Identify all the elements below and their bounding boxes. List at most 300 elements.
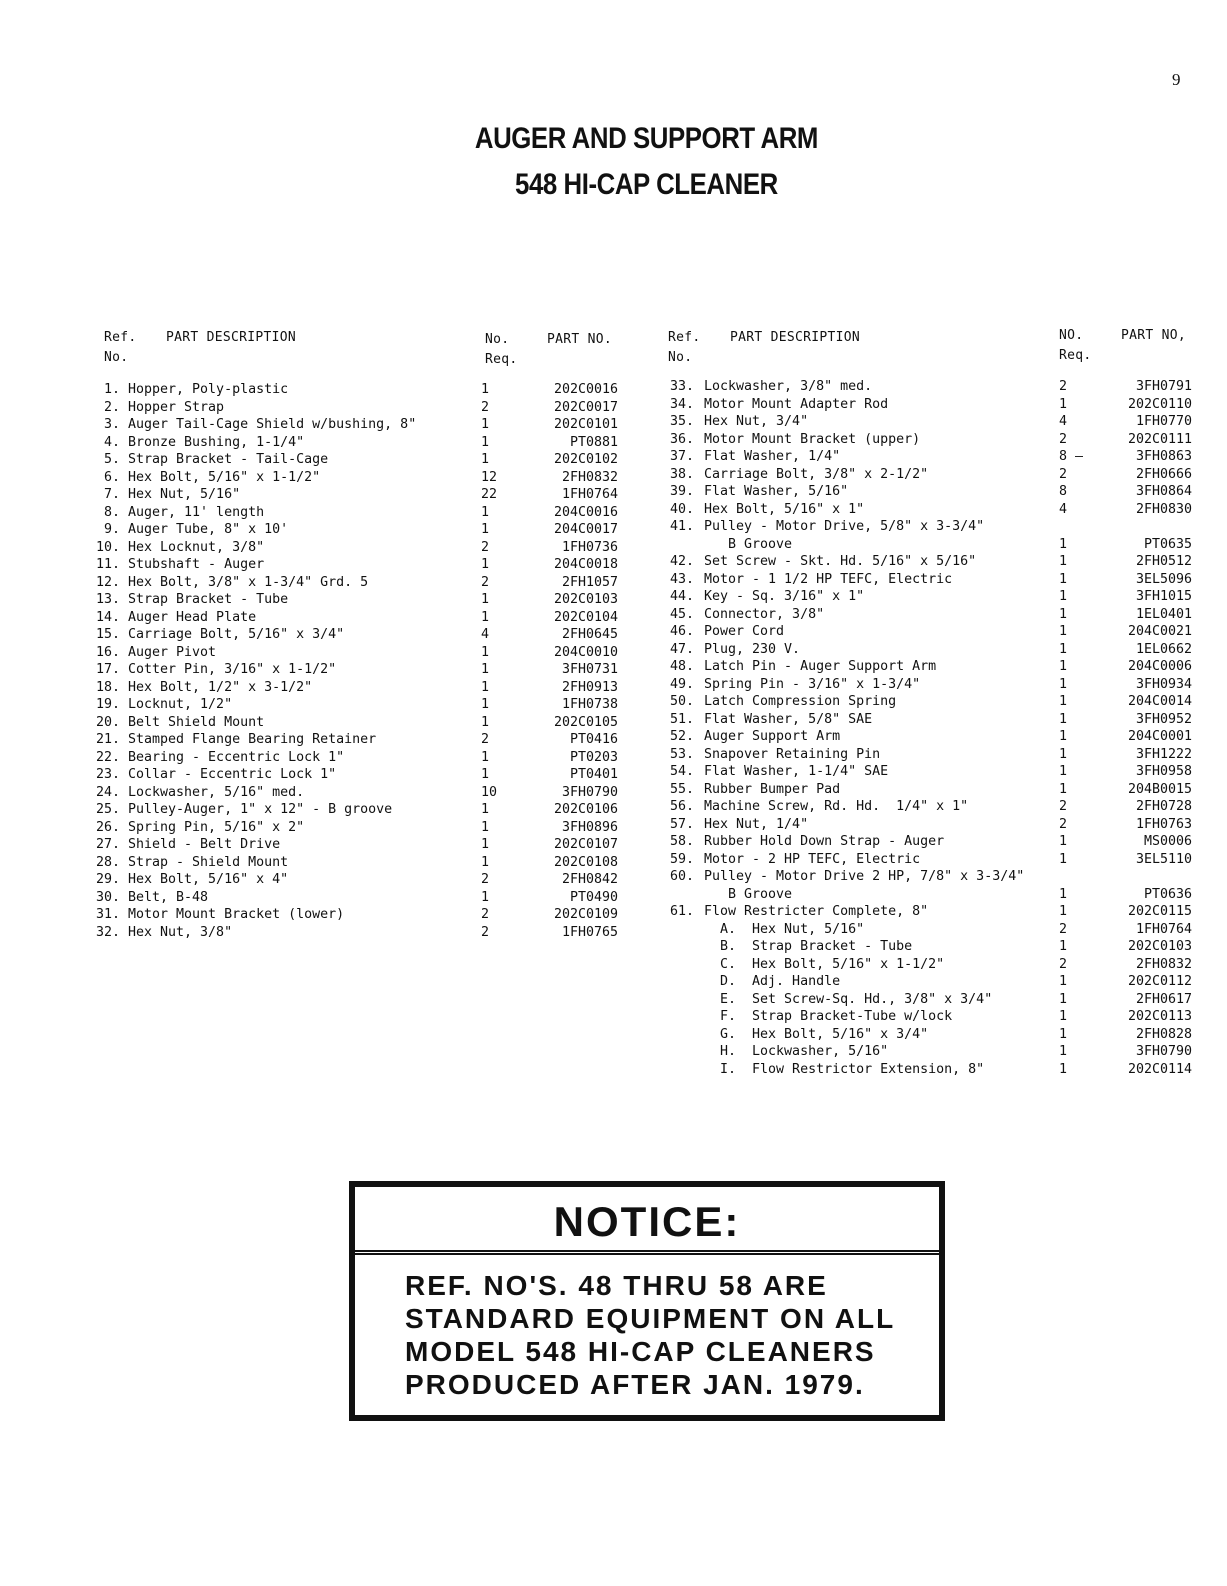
part-number: MS0006 bbox=[1143, 834, 1192, 849]
quantity-required: 2 bbox=[1059, 956, 1068, 972]
part-number: PT0636 bbox=[1143, 886, 1192, 902]
part-description: Rubber Hold Down Strap - Auger bbox=[704, 834, 945, 849]
table-row bbox=[88, 626, 648, 644]
table-row bbox=[664, 378, 1204, 396]
quantity-required: 1 bbox=[1059, 834, 1068, 849]
table-row bbox=[88, 766, 648, 784]
table-row bbox=[88, 644, 648, 662]
part-number: 3FH0958 bbox=[1135, 764, 1192, 779]
part-number: 2FH1057 bbox=[561, 574, 618, 590]
notice-line: REF. NO'S. 48 THRU 58 ARE bbox=[405, 1270, 828, 1301]
left-parts-list bbox=[88, 381, 648, 941]
notice-body bbox=[405, 1269, 925, 1401]
part-description: Cotter Pin, 3/16" x 1-1/2" bbox=[128, 662, 337, 677]
part-number: 202C0111 bbox=[1127, 431, 1192, 447]
quantity-required: 1 bbox=[481, 592, 490, 607]
table-row bbox=[664, 991, 1204, 1009]
table-row bbox=[664, 413, 1204, 431]
part-description: Strap Bracket - Tail-Cage bbox=[128, 452, 329, 467]
notice-line: STANDARD EQUIPMENT ON ALL bbox=[405, 1303, 896, 1334]
part-description: Plug, 230 V. bbox=[704, 641, 801, 657]
part-description: Hex Nut, 3/4" bbox=[704, 414, 809, 429]
table-row bbox=[88, 679, 648, 697]
table-row bbox=[664, 448, 1204, 466]
part-number: 204C0021 bbox=[1127, 624, 1192, 639]
table-row bbox=[88, 696, 648, 714]
quantity-required: 2 bbox=[1059, 921, 1068, 937]
table-row bbox=[88, 749, 648, 767]
part-number: 204B0015 bbox=[1127, 781, 1192, 797]
notice-line: MODEL 548 HI-CAP CLEANERS bbox=[405, 1336, 876, 1367]
right-header-req-no-label: NO. bbox=[1059, 328, 1084, 343]
table-row bbox=[88, 801, 648, 819]
part-description: Bronze Bushing, 1-1/4" bbox=[128, 434, 305, 450]
part-description: D. Adj. Handle bbox=[704, 974, 841, 989]
part-description: Auger Pivot bbox=[128, 644, 217, 660]
quantity-required: 2 bbox=[1059, 466, 1068, 482]
part-number: 3EL5110 bbox=[1135, 851, 1192, 867]
left-header-req-label: Req. bbox=[485, 352, 518, 367]
table-row bbox=[88, 574, 648, 592]
left-header-ref-label: Ref. bbox=[104, 330, 137, 345]
table-row bbox=[88, 486, 648, 504]
quantity-required: 1 bbox=[481, 749, 490, 765]
quantity-required: 1 bbox=[1059, 781, 1068, 797]
part-description: Hex Nut, 5/16" bbox=[128, 487, 241, 502]
quantity-required: 2 bbox=[481, 872, 490, 887]
table-row bbox=[664, 553, 1204, 571]
table-row bbox=[88, 661, 648, 679]
part-description: Motor Mount Adapter Rod bbox=[704, 396, 889, 412]
ref-number: 59. bbox=[669, 851, 694, 867]
quantity-required: 1 bbox=[1059, 606, 1068, 622]
part-description: Flat Washer, 1/4" bbox=[704, 449, 841, 464]
ref-number: 34. bbox=[669, 396, 694, 412]
part-number: 3FH0896 bbox=[561, 819, 618, 835]
part-number: 3FH0934 bbox=[1135, 676, 1192, 692]
quantity-required: 2 bbox=[481, 907, 490, 922]
ref-number: 43. bbox=[669, 571, 694, 587]
part-number: 2FH0617 bbox=[1135, 991, 1192, 1007]
table-row bbox=[664, 1008, 1204, 1026]
quantity-required: 1 bbox=[1059, 1044, 1068, 1059]
part-description: Lockwasher, 5/16" med. bbox=[128, 784, 305, 800]
quantity-required: 4 bbox=[481, 627, 490, 642]
table-row bbox=[664, 728, 1204, 746]
table-row bbox=[664, 781, 1204, 799]
part-number: 2FH0645 bbox=[561, 627, 618, 642]
table-row bbox=[88, 906, 648, 924]
ref-number: 13. bbox=[95, 592, 120, 607]
part-number: PT0416 bbox=[569, 732, 618, 747]
part-description: Auger Tail-Cage Shield w/bushing, 8" bbox=[128, 417, 417, 432]
ref-number: 42. bbox=[669, 554, 694, 569]
part-description: Bearing - Eccentric Lock 1" bbox=[128, 749, 345, 765]
ref-number: 15. bbox=[95, 627, 120, 642]
quantity-required: 1 bbox=[1059, 694, 1068, 709]
table-row bbox=[664, 868, 1204, 886]
ref-number: 52. bbox=[669, 729, 694, 744]
ref-number: 39. bbox=[669, 484, 694, 499]
ref-number: 55. bbox=[669, 781, 694, 797]
quantity-required: 1 bbox=[1059, 659, 1068, 674]
table-row bbox=[664, 501, 1204, 519]
table-row bbox=[88, 521, 648, 539]
page-number: 9 bbox=[1172, 70, 1181, 89]
part-number: 3FH0731 bbox=[561, 662, 618, 677]
part-number: 3FH0791 bbox=[1135, 379, 1192, 394]
table-row bbox=[664, 886, 1204, 904]
left-header-no-label: No. bbox=[104, 350, 129, 365]
part-description: Carriage Bolt, 3/8" x 2-1/2" bbox=[704, 466, 929, 482]
part-description: Stubshaft - Auger bbox=[128, 557, 265, 572]
table-row bbox=[664, 1061, 1204, 1079]
table-row bbox=[664, 1026, 1204, 1044]
quantity-required: 2 bbox=[481, 399, 490, 415]
table-row bbox=[664, 763, 1204, 781]
quantity-required: 1 bbox=[481, 889, 490, 905]
quantity-required: 1 bbox=[481, 679, 490, 695]
part-description: C. Hex Bolt, 5/16" x 1-1/2" bbox=[704, 956, 945, 972]
part-description: Spring Pin, 5/16" x 2" bbox=[128, 819, 305, 835]
part-number: 2FH0666 bbox=[1135, 466, 1192, 482]
ref-number: 33. bbox=[669, 379, 694, 394]
part-number: 1FH0763 bbox=[1135, 816, 1192, 832]
ref-number: 19. bbox=[95, 697, 120, 712]
ref-number: 14. bbox=[95, 609, 120, 625]
part-number: 202C0113 bbox=[1127, 1009, 1192, 1024]
right-header-req bbox=[1059, 326, 1092, 366]
table-row bbox=[88, 731, 648, 749]
part-description: Machine Screw, Rd. Hd. 1/4" x 1" bbox=[704, 799, 969, 814]
part-description: Strap - Shield Mount bbox=[128, 854, 289, 870]
table-row bbox=[664, 466, 1204, 484]
quantity-required: 1 bbox=[1059, 1026, 1068, 1042]
part-description: Motor Mount Bracket (lower) bbox=[128, 907, 345, 922]
part-number: 3FH1222 bbox=[1135, 746, 1192, 762]
ref-number: 53. bbox=[669, 746, 694, 762]
title-line-1: AUGER AND SUPPORT ARM bbox=[474, 122, 818, 155]
part-description: Hex Nut, 3/8" bbox=[128, 924, 233, 940]
ref-number: 4. bbox=[103, 434, 120, 450]
part-description: Motor - 1 1/2 HP TEFC, Electric bbox=[704, 571, 953, 587]
table-row bbox=[664, 938, 1204, 956]
table-row bbox=[664, 956, 1204, 974]
right-header-no-label: No. bbox=[668, 350, 693, 365]
part-number: 202C0110 bbox=[1127, 396, 1192, 412]
table-row bbox=[664, 658, 1204, 676]
table-row bbox=[664, 396, 1204, 414]
part-description: Flat Washer, 1-1/4" SAE bbox=[704, 764, 889, 779]
quantity-required: 1 bbox=[481, 504, 490, 520]
part-description: Auger Tube, 8" x 10' bbox=[128, 522, 289, 537]
quantity-required: 2 bbox=[1059, 431, 1068, 447]
part-description: Carriage Bolt, 5/16" x 3/4" bbox=[128, 627, 345, 642]
quantity-required: 1 bbox=[1059, 991, 1068, 1007]
part-number: 1EL0401 bbox=[1135, 606, 1192, 622]
right-parts-list bbox=[664, 378, 1204, 1078]
ref-number: 45. bbox=[669, 606, 694, 622]
quantity-required: 2 bbox=[1059, 816, 1068, 832]
ref-number: 61. bbox=[669, 904, 694, 919]
table-row bbox=[88, 399, 648, 417]
part-number: 202C0105 bbox=[553, 714, 618, 730]
table-row bbox=[88, 871, 648, 889]
quantity-required: 1 bbox=[481, 802, 490, 817]
ref-number: 23. bbox=[95, 767, 120, 782]
part-description: Collar - Eccentric Lock 1" bbox=[128, 767, 337, 782]
part-number: 1FH0736 bbox=[561, 539, 618, 555]
left-header-desc: PART DESCRIPTION bbox=[166, 330, 297, 345]
table-row bbox=[88, 854, 648, 872]
ref-number: 46. bbox=[669, 624, 694, 639]
part-description: Shield - Belt Drive bbox=[128, 837, 281, 852]
left-header-req-no-label: No. bbox=[485, 332, 510, 347]
ref-number: 12. bbox=[95, 574, 120, 590]
ref-number: 31. bbox=[95, 907, 120, 922]
ref-number: 21. bbox=[95, 732, 120, 747]
ref-number: 36. bbox=[669, 431, 694, 447]
part-number: PT0635 bbox=[1143, 536, 1192, 552]
quantity-required: 1 bbox=[1059, 624, 1068, 639]
ref-number: 17. bbox=[95, 662, 120, 677]
quantity-required: 1 bbox=[1059, 536, 1068, 552]
part-description: Lockwasher, 3/8" med. bbox=[704, 379, 873, 394]
part-description: Motor - 2 HP TEFC, Electric bbox=[704, 851, 921, 867]
part-number: 204C0006 bbox=[1127, 659, 1192, 674]
part-description: Hex Bolt, 5/16" x 1-1/2" bbox=[128, 469, 321, 485]
quantity-required: 1 bbox=[481, 662, 490, 677]
part-description: Auger, 11' length bbox=[128, 504, 265, 520]
quantity-required: 1 bbox=[481, 644, 490, 660]
ref-number: 60. bbox=[669, 869, 694, 884]
part-number: 202C0107 bbox=[553, 837, 618, 852]
part-number: 3FH0863 bbox=[1135, 449, 1192, 464]
ref-number: 7. bbox=[103, 487, 120, 502]
quantity-required: 2 bbox=[481, 539, 490, 555]
ref-number: 57. bbox=[669, 816, 694, 832]
quantity-required: 12 bbox=[481, 469, 498, 485]
part-description: Pulley-Auger, 1" x 12" - B groove bbox=[128, 802, 393, 817]
ref-number: 11. bbox=[95, 557, 120, 572]
part-description: Key - Sq. 3/16" x 1" bbox=[704, 589, 865, 604]
part-description: E. Set Screw-Sq. Hd., 3/8" x 3/4" bbox=[704, 991, 993, 1007]
table-row bbox=[664, 623, 1204, 641]
quantity-required: 1 bbox=[1059, 904, 1068, 919]
table-row bbox=[664, 746, 1204, 764]
quantity-required: 8 bbox=[1059, 484, 1068, 499]
ref-number: 37. bbox=[669, 449, 694, 464]
quantity-required: 1 bbox=[1059, 711, 1068, 727]
quantity-required: 1 bbox=[1059, 396, 1068, 412]
ref-number: 48. bbox=[669, 659, 694, 674]
quantity-required: 1 bbox=[1059, 589, 1068, 604]
part-number: PT0490 bbox=[569, 889, 618, 905]
part-number: 1FH0770 bbox=[1135, 414, 1192, 429]
quantity-required: 1 bbox=[1059, 974, 1068, 989]
part-number: 3FH0952 bbox=[1135, 711, 1192, 727]
part-description: A. Hex Nut, 5/16" bbox=[704, 921, 865, 937]
ref-number: 32. bbox=[95, 924, 120, 940]
table-row bbox=[664, 606, 1204, 624]
quantity-required: 1 bbox=[1059, 729, 1068, 744]
ref-number: 3. bbox=[103, 417, 120, 432]
part-description: Locknut, 1/2" bbox=[128, 697, 233, 712]
part-number: 2FH0913 bbox=[561, 679, 618, 695]
notice-heading: NOTICE: bbox=[355, 1187, 939, 1255]
part-description: Snapover Retaining Pin bbox=[704, 746, 881, 762]
ref-number: 22. bbox=[95, 749, 120, 765]
part-description: Hex Nut, 1/4" bbox=[704, 816, 809, 832]
ref-number: 54. bbox=[669, 764, 694, 779]
table-row bbox=[88, 539, 648, 557]
ref-number: 35. bbox=[669, 414, 694, 429]
part-description: H. Lockwasher, 5/16" bbox=[704, 1044, 889, 1059]
ref-number: 24. bbox=[95, 784, 120, 800]
part-description: F. Strap Bracket-Tube w/lock bbox=[704, 1009, 953, 1024]
part-number: 202C0102 bbox=[553, 452, 618, 467]
part-number: 3EL5096 bbox=[1135, 571, 1192, 587]
quantity-required: 1 bbox=[1059, 676, 1068, 692]
quantity-required: 1 bbox=[481, 767, 490, 782]
table-row bbox=[88, 924, 648, 942]
part-description: Belt Shield Mount bbox=[128, 714, 265, 730]
table-row bbox=[664, 833, 1204, 851]
quantity-required: 1 bbox=[1059, 939, 1068, 954]
part-description: Hex Bolt, 5/16" x 4" bbox=[128, 872, 289, 887]
part-description: Pulley - Motor Drive 2 HP, 7/8" x 3-3/4" bbox=[704, 869, 1025, 884]
quantity-required: 10 bbox=[481, 784, 498, 800]
part-number: 2FH0728 bbox=[1135, 799, 1192, 814]
ref-number: 6. bbox=[103, 469, 120, 485]
part-number: 1FH0765 bbox=[561, 924, 618, 940]
right-header-ref-label: Ref. bbox=[668, 330, 701, 345]
part-description: B Groove bbox=[704, 886, 793, 902]
table-row bbox=[88, 469, 648, 487]
quantity-required: 1 bbox=[1059, 641, 1068, 657]
part-description: G. Hex Bolt, 5/16" x 3/4" bbox=[704, 1026, 929, 1042]
part-description: Flat Washer, 5/16" bbox=[704, 484, 849, 499]
ref-number: 18. bbox=[95, 679, 120, 695]
table-row bbox=[664, 518, 1204, 536]
part-description: Spring Pin - 3/16" x 1-3/4" bbox=[704, 676, 921, 692]
right-header-ref bbox=[668, 328, 701, 368]
table-row bbox=[88, 504, 648, 522]
ref-number: 20. bbox=[95, 714, 120, 730]
part-number: 202C0016 bbox=[553, 382, 618, 397]
table-row bbox=[664, 693, 1204, 711]
quantity-required: 1 bbox=[1059, 851, 1068, 867]
part-number: 2FH0512 bbox=[1135, 554, 1192, 569]
quantity-required: 4 bbox=[1059, 501, 1068, 517]
part-number: 204C0017 bbox=[553, 522, 618, 537]
part-number: 204C0014 bbox=[1127, 694, 1192, 709]
part-number: 204C0016 bbox=[553, 504, 618, 520]
quantity-required: 1 bbox=[1059, 764, 1068, 779]
table-row bbox=[664, 431, 1204, 449]
part-number: 202C0017 bbox=[553, 399, 618, 415]
ref-number: 41. bbox=[669, 519, 694, 534]
part-number: 2FH0832 bbox=[1135, 956, 1192, 972]
ref-number: 50. bbox=[669, 694, 694, 709]
ref-number: 27. bbox=[95, 837, 120, 852]
part-number: 2FH0842 bbox=[561, 872, 618, 887]
part-number: 202C0104 bbox=[553, 609, 618, 625]
part-number: PT0203 bbox=[569, 749, 618, 765]
part-number: 2FH0832 bbox=[561, 469, 618, 485]
part-description: Hex Bolt, 1/2" x 3-1/2" bbox=[128, 679, 313, 695]
part-number: 202C0103 bbox=[553, 592, 618, 607]
part-description: Power Cord bbox=[704, 624, 785, 639]
left-header-part-no: PART NO. bbox=[547, 332, 613, 347]
part-number: 3FH0790 bbox=[561, 784, 618, 800]
part-description: Set Screw - Skt. Hd. 5/16" x 5/16" bbox=[704, 554, 977, 569]
ref-number: 2. bbox=[103, 399, 120, 415]
title-line-2: 548 HI-CAP CLEANER bbox=[515, 168, 778, 201]
part-description: Hopper, Poly-plastic bbox=[128, 382, 289, 397]
quantity-required: 1 bbox=[1059, 554, 1068, 569]
notice-line: PRODUCED AFTER JAN. 1979. bbox=[405, 1369, 865, 1400]
part-description: Strap Bracket - Tube bbox=[128, 592, 289, 607]
quantity-required: 1 bbox=[481, 522, 490, 537]
ref-number: 1. bbox=[103, 382, 120, 397]
table-row bbox=[88, 889, 648, 907]
ref-number: 56. bbox=[669, 799, 694, 814]
table-row bbox=[664, 798, 1204, 816]
quantity-required: 8 — bbox=[1059, 449, 1084, 464]
quantity-required: 1 bbox=[481, 434, 490, 450]
part-number: 3FH0790 bbox=[1135, 1044, 1192, 1059]
table-row bbox=[664, 973, 1204, 991]
quantity-required: 2 bbox=[1059, 379, 1068, 394]
quantity-required: 1 bbox=[481, 819, 490, 835]
table-row bbox=[664, 851, 1204, 869]
table-row bbox=[88, 451, 648, 469]
part-number: 1FH0738 bbox=[561, 697, 618, 712]
table-row bbox=[664, 711, 1204, 729]
part-number: 202C0106 bbox=[553, 802, 618, 817]
ref-number: 44. bbox=[669, 589, 694, 604]
table-row bbox=[88, 819, 648, 837]
part-description: B. Strap Bracket - Tube bbox=[704, 939, 913, 954]
quantity-required: 2 bbox=[481, 574, 490, 590]
table-row bbox=[88, 784, 648, 802]
quantity-required: 22 bbox=[481, 487, 498, 502]
quantity-required: 1 bbox=[1059, 571, 1068, 587]
left-header-ref bbox=[104, 328, 137, 368]
part-number: 202C0101 bbox=[553, 417, 618, 432]
part-description: Flow Restricter Complete, 8" bbox=[704, 904, 929, 919]
part-number: 202C0115 bbox=[1127, 904, 1192, 919]
part-number: 2FH0830 bbox=[1135, 501, 1192, 517]
notice-box bbox=[349, 1181, 945, 1421]
table-row bbox=[88, 416, 648, 434]
table-row bbox=[664, 588, 1204, 606]
part-number: 204C0010 bbox=[553, 644, 618, 660]
ref-number: 26. bbox=[95, 819, 120, 835]
page-title bbox=[90, 116, 1145, 208]
quantity-required: 1 bbox=[1059, 1009, 1068, 1024]
quantity-required: 1 bbox=[481, 452, 490, 467]
quantity-required: 1 bbox=[1059, 1061, 1068, 1077]
ref-number: 25. bbox=[95, 802, 120, 817]
ref-number: 5. bbox=[103, 452, 120, 467]
ref-number: 16. bbox=[95, 644, 120, 660]
quantity-required: 1 bbox=[481, 697, 490, 712]
quantity-required: 1 bbox=[481, 714, 490, 730]
quantity-required: 1 bbox=[481, 609, 490, 625]
right-header-desc: PART DESCRIPTION bbox=[730, 330, 861, 345]
